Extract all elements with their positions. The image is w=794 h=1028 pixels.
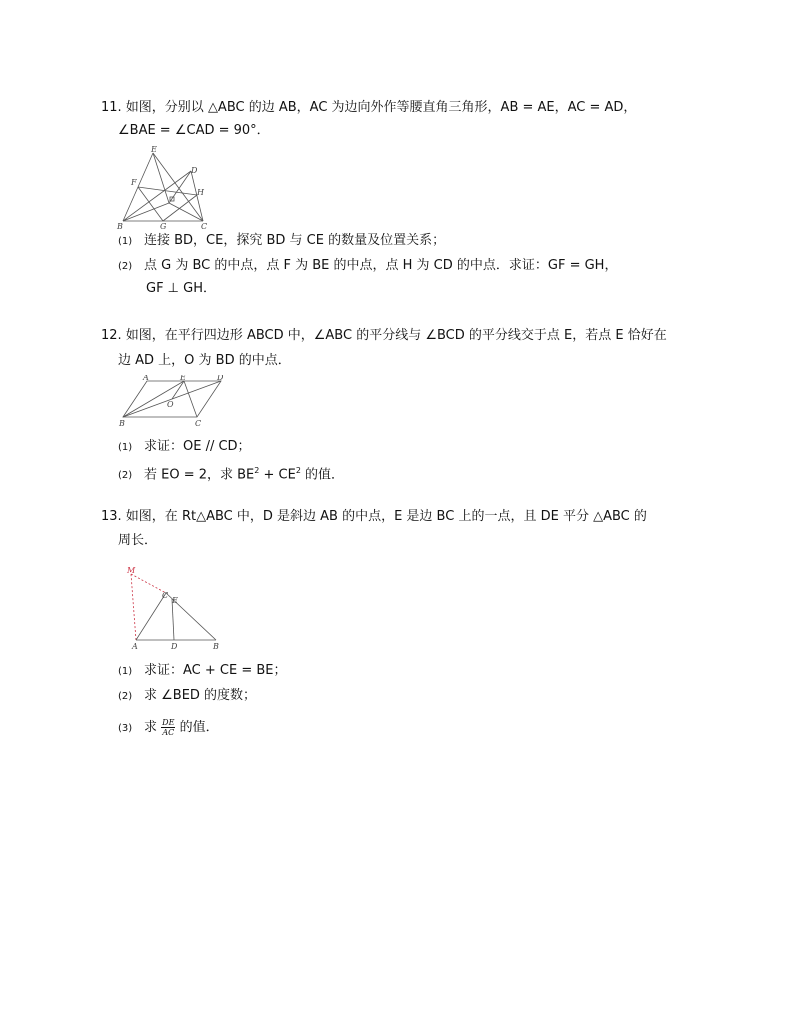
q13-frac-den: AC [162,728,175,737]
fig12-label-b: B [119,419,125,427]
q12-sup-1: 2 [254,466,260,475]
q12-figure [117,375,227,427]
q11-sub2-text: 点 G 为 BC 的中点，点 F 为 BE 的中点，点 H 为 CD 的中点．求证：GF = GH， [144,258,618,273]
q12-sup-2: 2 [295,466,301,475]
q13-sub3 [118,718,219,739]
q13-sub1-label: (1) [118,666,133,677]
q11-sub1 [118,231,445,252]
fig12-label-d: D [217,375,224,382]
fig11-label-c: C [201,222,208,230]
q11-sub1-label: (1) [118,236,133,247]
q13-sub2-label: (2) [118,691,133,702]
q13-sub3-post: 的值． [179,720,219,735]
fig13-label-e: E [172,596,178,605]
q12-line1: 12. 如图，在平行四边形 ABCD 中，∠ABC 的平分线与 ∠BCD 的平分线交于点 E，若点 E 恰好在 [101,328,667,343]
fig13-label-c: C [162,591,169,600]
q13-sub2 [118,686,256,707]
q12-sub1-label: (1) [118,442,133,453]
fig11-label-b: B [117,222,123,230]
fig11-label-g: G [160,222,167,230]
fig13-label-m: M [127,566,136,575]
q13-frac-num: DE [162,718,175,727]
fig11-label-d: D [191,166,198,175]
fig11-label-h: H [197,188,204,197]
q11-line1: 11. 如图，分别以 △ABC 的边 AB，AC 为边向外作等腰直角三角形，AB = AE，AC = AD， [101,100,637,115]
fig11-label-f: F [131,178,137,187]
fig12-label-c: C [195,419,202,427]
q12-sub2 [118,461,344,486]
q11-sub2-label: (2) [118,261,133,272]
q11-line2: ∠BAE = ∠CAD = 90°． [118,123,270,138]
q13-line1: 13. 如图，在 Rt△ABC 中，D 是斜边 AB 的中点，E 是边 BC 上的一点，且 DE 平分 △ABC 的 [101,509,647,524]
q13-line2: 周长． [118,533,158,548]
fig12-label-a: A [143,375,149,382]
q12-sub2-text-b: + CE [259,467,296,483]
q11-sub1-text: 连接 BD，CE，探究 BD 与 CE 的数量及位置关系； [144,233,446,248]
q13-sub2-text: 求 ∠BED 的度数； [144,688,257,703]
q13-sub3-pre: 求 [144,720,158,735]
q12-sub2-label: (2) [118,470,133,482]
q13-sub1 [118,661,286,682]
q13-sub3-label: (3) [118,723,133,734]
q11-sub2 [118,256,617,277]
fig13-label-a: A [132,642,138,651]
q13-figure [118,560,223,652]
fig12-label-o: O [167,400,174,409]
fig13-label-d: D [171,642,178,651]
q13-fraction [161,718,175,737]
q11-figure [115,145,215,230]
fig11-label-e: E [151,145,157,154]
q12-sub1 [118,437,251,458]
q12-line2: 边 AD 上，O 为 BD 的中点． [118,353,291,368]
q12-sub2-text-a: 若 EO = 2，求 BE [144,467,255,483]
q11-sub2-cont: GF ⊥ GH． [146,281,216,296]
q12-sub2-text-c: 的值． [300,467,345,483]
q13-sub1-text: 求证：AC + CE = BE； [144,663,287,678]
fig13-label-b: B [213,642,219,651]
fig12-label-e: E [180,375,186,382]
q12-sub1-text: 求证：OE // CD； [144,439,251,454]
